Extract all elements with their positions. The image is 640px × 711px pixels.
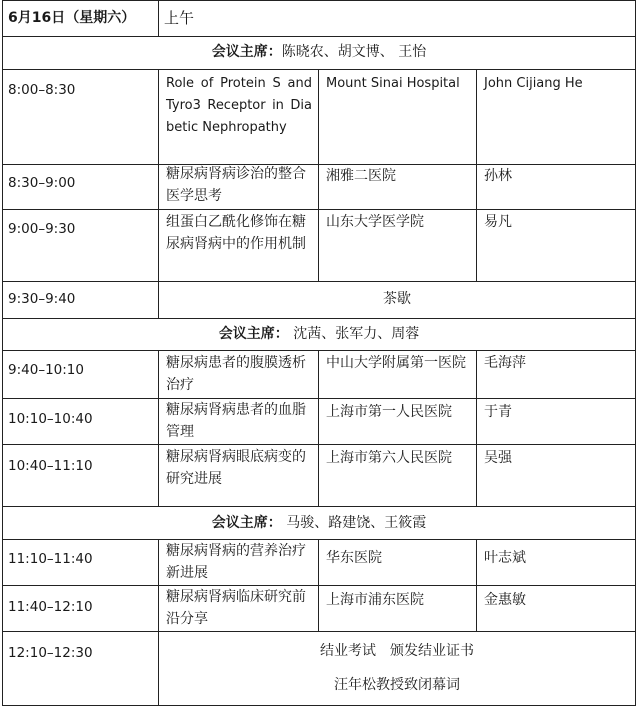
talk-time: 9:40–10:10 [8, 362, 84, 378]
closing-line-2: 汪年松教授致闭幕词 [334, 677, 460, 693]
talk-time: 11:10–11:40 [8, 551, 93, 567]
talk-title: 糖尿病患者的腹膜透析治疗 [166, 355, 306, 393]
rule [2, 318, 636, 319]
schedule-table [2, 0, 636, 706]
chair-names: 马骏、路建饶、王筱霞 [286, 515, 427, 531]
break-label: 茶歇 [383, 291, 411, 307]
rule [2, 69, 636, 70]
rule [2, 506, 636, 507]
talk-venue: 上海市浦东医院 [326, 592, 424, 608]
rule [476, 69, 477, 282]
talk-speaker: 孙林 [484, 168, 512, 184]
talk-title: 糖尿病肾病眼底病变的研究进展 [166, 449, 306, 487]
talk-time: 8:00–8:30 [8, 82, 76, 98]
talk-venue: Mount Sinai Hospital [326, 76, 460, 91]
talk-venue: 上海市第六人民医院 [326, 450, 452, 466]
chair-label: 会议主席： [218, 326, 289, 342]
rule [2, 398, 636, 399]
rule [158, 0, 159, 37]
rule [318, 69, 319, 282]
rule [2, 705, 636, 706]
talk-speaker: 易凡 [484, 214, 512, 230]
rule [2, 539, 636, 540]
session-chair-row [2, 512, 636, 534]
closing-line-1: 结业考试 颁发结业证书 [320, 643, 474, 659]
talk-time: 10:40–11:10 [8, 458, 93, 474]
schedule-period: 上午 [164, 9, 195, 27]
rule [2, 281, 636, 282]
talk-title: 糖尿病肾病的营养治疗新进展 [166, 543, 306, 581]
rule [2, 0, 3, 706]
talk-speaker: 毛海萍 [484, 355, 526, 371]
break-time: 9:30–9:40 [8, 291, 76, 307]
session-chair-row [2, 323, 636, 345]
rule [2, 585, 636, 586]
chair-label: 会议主席： [211, 44, 282, 60]
rule [2, 444, 636, 445]
rule [2, 209, 636, 210]
closing-time: 12:10–12:30 [8, 645, 93, 661]
talk-title: 糖尿病肾病诊治的整合医学思考 [166, 166, 306, 204]
rule [2, 631, 636, 632]
talk-time: 8:30–9:00 [8, 175, 76, 191]
talk-speaker: John Cijiang He [484, 76, 583, 91]
chair-names: 陈晓农、胡文博、 王怡 [281, 44, 427, 60]
schedule-date: 6月16日（星期六） [8, 10, 136, 26]
rule [158, 69, 159, 319]
talk-time: 10:10–10:40 [8, 411, 93, 427]
session-chair-row [2, 41, 636, 63]
rule [2, 36, 636, 37]
rule [635, 0, 636, 706]
talk-venue: 中山大学附属第一医院 [326, 355, 466, 371]
talk-title: 糖尿病肾病患者的血脂管理 [166, 402, 306, 440]
talk-speaker: 金惠敏 [484, 592, 526, 608]
rule [318, 539, 319, 632]
rule [476, 539, 477, 632]
chair-label: 会议主席： [211, 515, 282, 531]
talk-speaker: 于青 [484, 404, 512, 420]
talk-title: 糖尿病肾病临床研究前沿分享 [166, 589, 306, 627]
talk-speaker: 吴强 [484, 450, 512, 466]
talk-venue: 山东大学医学院 [326, 214, 424, 230]
talk-speaker: 叶志斌 [484, 550, 526, 566]
talk-time: 9:00–9:30 [8, 221, 76, 237]
rule [158, 350, 159, 507]
talk-title: 组蛋白乙酰化修饰在糖尿病肾病中的作用机制 [166, 214, 306, 252]
talk-title: Role of Protein S and Tyro3 Receptor in Diabetic Nephropathy [166, 76, 312, 135]
talk-venue: 上海市第一人民医院 [326, 404, 452, 420]
rule [476, 350, 477, 507]
rule [2, 0, 636, 1]
talk-venue: 华东医院 [326, 550, 382, 566]
talk-time: 11:40–12:10 [8, 599, 93, 615]
rule [2, 350, 636, 351]
talk-venue: 湘雅二医院 [326, 168, 396, 184]
rule [2, 164, 636, 165]
rule [318, 350, 319, 507]
chair-names: 沈茜、张军力、周蓉 [293, 326, 420, 342]
